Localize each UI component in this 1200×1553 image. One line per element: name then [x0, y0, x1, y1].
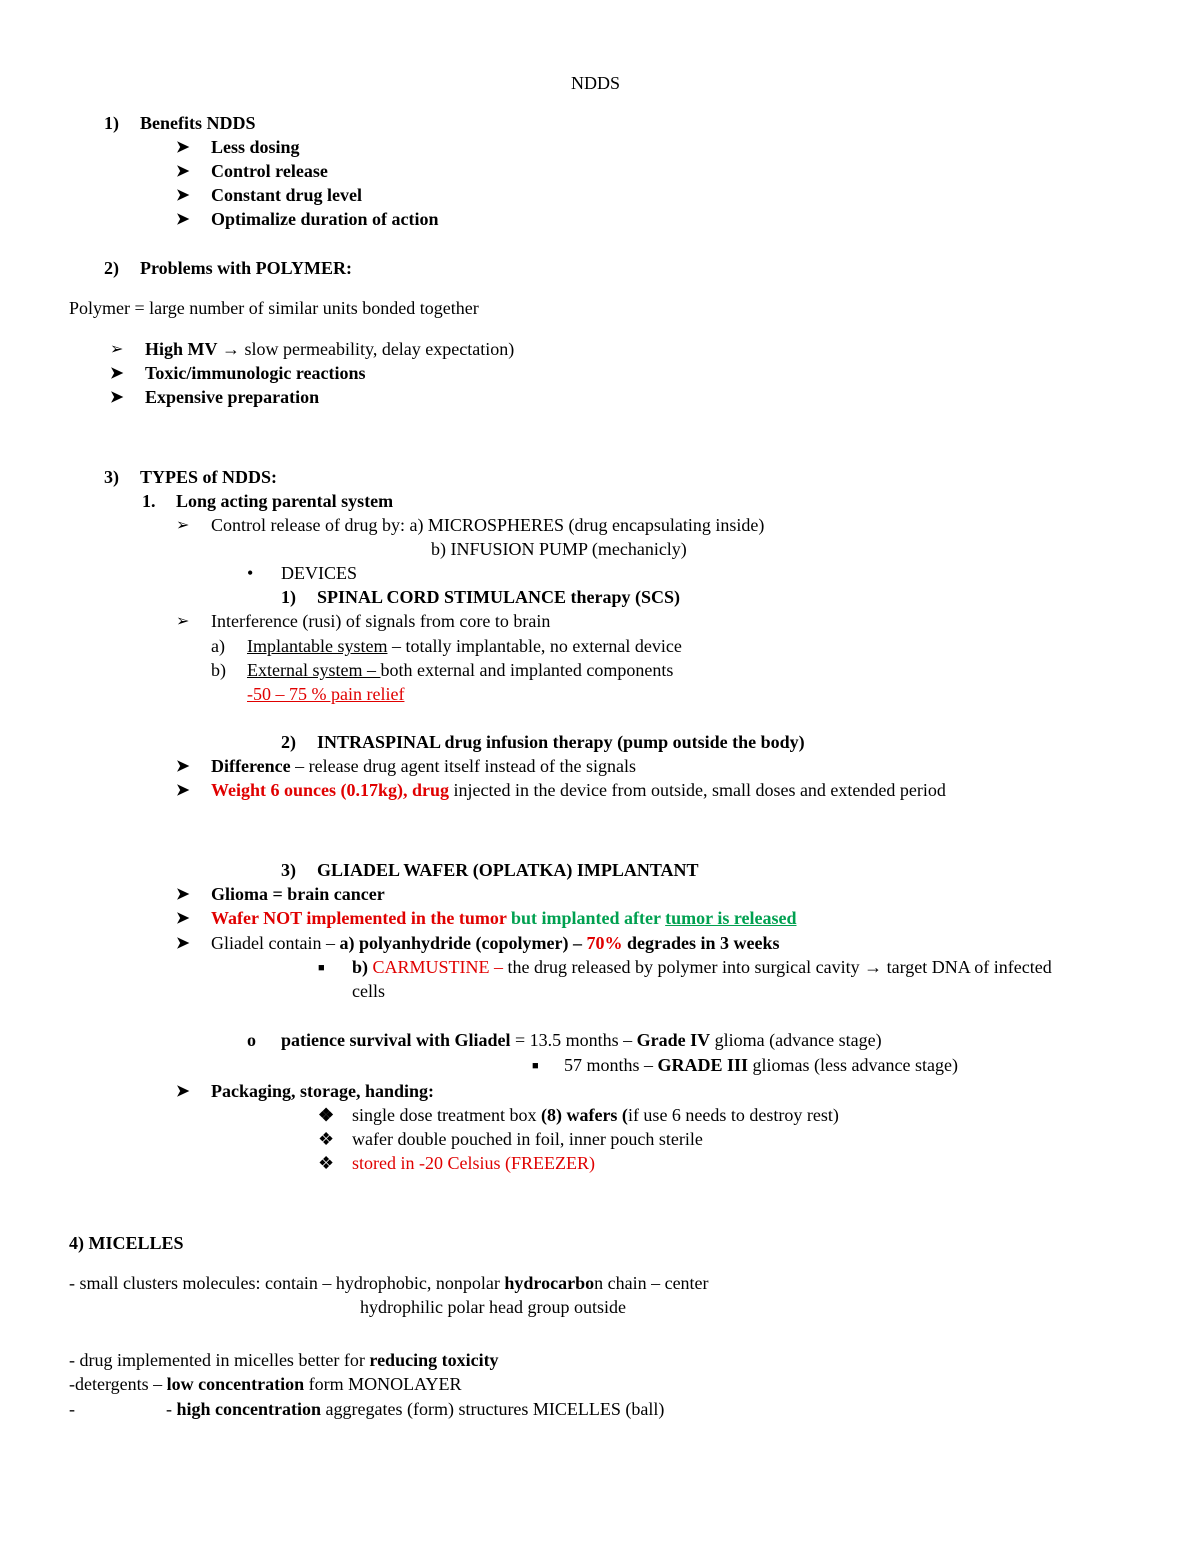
- diamond-bullet-icon: ❖: [318, 1105, 335, 1125]
- arrow-bullet-icon: ➤: [176, 1083, 190, 1100]
- arrow-bullet-icon: ➢: [176, 613, 190, 630]
- section-3-heading: TYPES of NDDS:: [140, 467, 278, 487]
- devices-label: DEVICES: [281, 563, 357, 583]
- item-a-label: a): [211, 636, 225, 656]
- diamond-bullet-icon: ❖: [318, 1153, 335, 1173]
- difference-line: Difference – release drug agent itself instead of the signals: [211, 756, 637, 776]
- interference-line: Interference (rusi) of signals from core to brain: [211, 611, 551, 631]
- item-b-label: b): [211, 660, 226, 680]
- micelles-line-5: - high concentration aggregates (form) structures MICELLES (ball): [166, 1399, 665, 1419]
- section-1-heading: Benefits NDDS: [140, 113, 256, 133]
- section-2-number: 2): [104, 258, 119, 278]
- diamond-bullet-icon: ❖: [318, 1129, 335, 1149]
- arrow-bullet-icon: ➤: [176, 758, 190, 775]
- section-1-number: 1): [104, 113, 119, 133]
- list-item: Expensive preparation: [145, 387, 320, 407]
- list-item: Constant drug level: [211, 185, 363, 205]
- control-release-line-b: b) INFUSION PUMP (mechanicly): [431, 539, 687, 559]
- arrow-bullet-icon: ➤: [176, 782, 190, 799]
- section-3-number: 3): [104, 467, 119, 487]
- subsection-heading: Long acting parental system: [176, 491, 394, 511]
- right-arrow-icon: →: [222, 339, 241, 359]
- micelles-line-3: - drug implemented in micelles better for reducing toxicity: [69, 1350, 499, 1370]
- dot-bullet-icon: •: [247, 563, 254, 583]
- circle-bullet-icon: o: [247, 1030, 256, 1050]
- scs-number: 1): [281, 587, 296, 607]
- contain-line: Gliadel contain – a) polyanhydride (copolymer) – 70% degrades in 3 weeks: [211, 933, 780, 953]
- micelles-line-1: - small clusters molecules: contain – hydrophobic, nonpolar hydrocarbon chain – center: [69, 1273, 709, 1293]
- pack-line-3: stored in -20 Celsius (FREEZER): [352, 1153, 595, 1173]
- gliadel-heading: GLIADEL WAFER (OPLATKA) IMPLANTANT: [317, 860, 699, 880]
- list-item: High MV → slow permeability, delay expectation): [145, 339, 515, 359]
- pack-line-1: single dose treatment box (8) wafers (if use 6 needs to destroy rest): [352, 1105, 839, 1125]
- right-arrow-icon: →: [864, 957, 883, 977]
- packaging-heading: Packaging, storage, handing:: [211, 1081, 435, 1101]
- list-item: Control release: [211, 161, 328, 181]
- carmustine-line-cont: cells: [352, 981, 385, 1001]
- arrow-bullet-icon: ➢: [110, 341, 124, 358]
- section-4-heading: 4) MICELLES: [69, 1233, 184, 1253]
- section-2-heading: Problems with POLYMER:: [140, 258, 353, 278]
- implantable-line: Implantable system – totally implantable, no external device: [247, 636, 682, 656]
- arrow-bullet-icon: ➤: [176, 211, 190, 228]
- polymer-definition: Polymer = large number of similar units bonded together: [69, 298, 479, 318]
- intraspinal-heading: INTRASPINAL drug infusion therapy (pump outside the body): [317, 732, 805, 752]
- arrow-bullet-icon: ➢: [176, 517, 190, 534]
- square-bullet-icon: ■: [532, 1060, 539, 1072]
- arrow-bullet-icon: ➤: [176, 886, 190, 903]
- weight-line: Weight 6 ounces (0.17kg), drug injected in the device from outside, small doses and extended period: [211, 780, 946, 800]
- survival-line-2: 57 months – GRADE III gliomas (less advance stage): [564, 1055, 958, 1075]
- list-item: Toxic/immunologic reactions: [145, 363, 366, 383]
- list-item: Less dosing: [211, 137, 300, 157]
- arrow-bullet-icon: ➤: [176, 163, 190, 180]
- arrow-bullet-icon: ➤: [176, 935, 190, 952]
- page-title: NDDS: [571, 73, 621, 93]
- carmustine-line: b) CARMUSTINE – the drug released by polymer into surgical cavity → target DNA of infected: [352, 957, 1052, 977]
- square-bullet-icon: ■: [318, 962, 325, 974]
- wafer-line: Wafer NOT implemented in the tumor but implanted after tumor is released: [211, 908, 797, 928]
- micelles-line-2: hydrophilic polar head group outside: [360, 1297, 626, 1317]
- subsection-number: 1.: [142, 491, 156, 511]
- external-line: External system – both external and implanted components: [247, 660, 674, 680]
- control-release-line: Control release of drug by: a) MICROSPHERES (drug encapsulating inside): [211, 515, 765, 535]
- list-item: Optimalize duration of action: [211, 209, 439, 229]
- arrow-bullet-icon: ➤: [176, 139, 190, 156]
- arrow-bullet-icon: ➤: [176, 187, 190, 204]
- arrow-bullet-icon: ➤: [176, 910, 190, 927]
- gliadel-number: 3): [281, 860, 296, 880]
- arrow-bullet-icon: ➤: [110, 365, 124, 382]
- scs-heading: SPINAL CORD STIMULANCE therapy (SCS): [317, 587, 681, 607]
- pain-relief-note: -50 – 75 % pain relief: [247, 684, 405, 704]
- pack-line-2: wafer double pouched in foil, inner pouch sterile: [352, 1129, 703, 1149]
- survival-line: patience survival with Gliadel = 13.5 months – Grade IV glioma (advance stage): [281, 1030, 882, 1050]
- arrow-bullet-icon: ➤: [110, 389, 124, 406]
- micelles-line-5-dash: -: [69, 1399, 75, 1419]
- micelles-line-4: -detergents – low concentration form MONOLAYER: [69, 1374, 462, 1394]
- intraspinal-number: 2): [281, 732, 296, 752]
- glioma-line: Glioma = brain cancer: [211, 884, 385, 904]
